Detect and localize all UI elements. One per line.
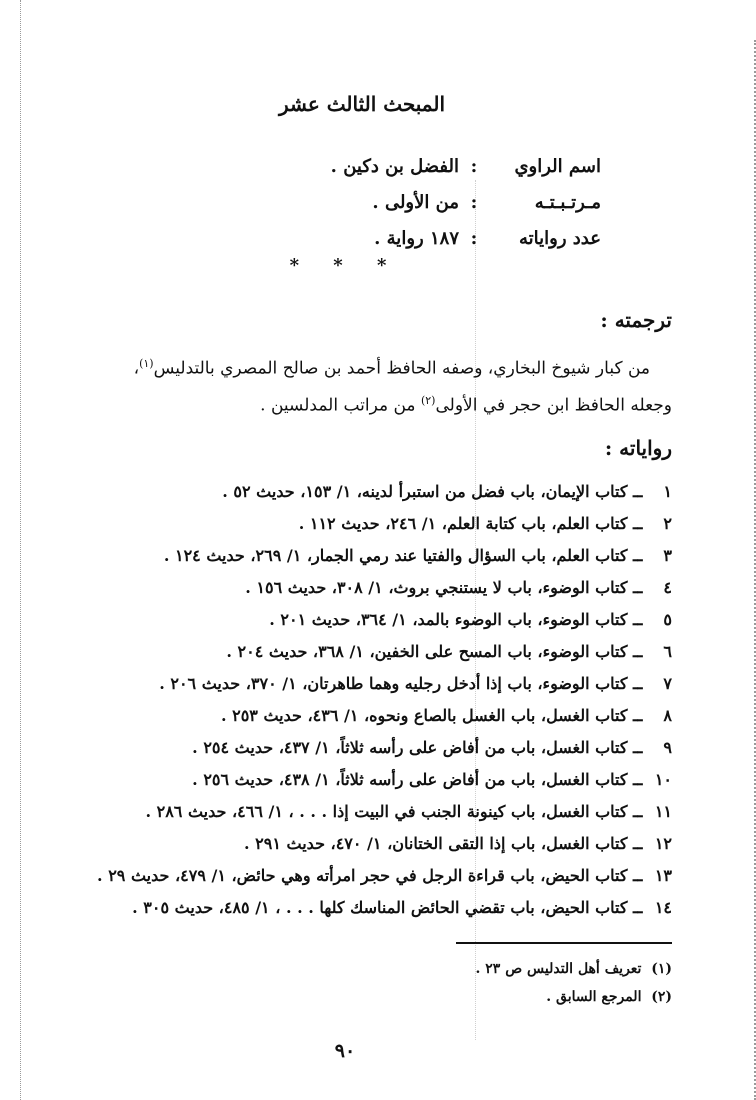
colon: : bbox=[470, 191, 478, 213]
footnote-text: المرجع السابق . bbox=[546, 989, 642, 1005]
narration-item bbox=[32, 860, 672, 892]
section-heading: المبحث الثالث عشر bbox=[278, 92, 446, 116]
narrator-info-block bbox=[81, 148, 601, 256]
page-number: ٩٠ bbox=[334, 1040, 356, 1062]
narrator-name-label: اسم الراوي bbox=[514, 155, 601, 177]
narration-number: ١٠ bbox=[654, 770, 672, 789]
narration-text: ــ كتاب الحيض، باب قراءة الرجل في حجر امرأته وهي حائض، ١/ ٤٧٩، حديث ٢٩ . bbox=[97, 866, 643, 885]
narration-text: ــ كتاب الغسل، باب إذا التقى الختانان، ١/ ٤٧٠، حديث ٢٩١ . bbox=[244, 834, 643, 853]
page-edge-left bbox=[20, 0, 21, 1100]
narration-number: ٩ bbox=[663, 738, 672, 757]
narration-item bbox=[32, 540, 672, 572]
narration-text: ــ كتاب العلم، باب كتابة العلم، ١/ ٢٤٦، حديث ١١٢ . bbox=[298, 514, 643, 533]
narrator-count-row bbox=[81, 220, 601, 256]
narration-number: ٤ bbox=[663, 578, 672, 597]
narration-item bbox=[32, 764, 672, 796]
narration-number: ١ bbox=[663, 482, 672, 501]
narration-text: ــ كتاب الإيمان، باب فضل من استبرأ لدينه، ١/ ١٥٣، حديث ٥٢ . bbox=[222, 482, 643, 501]
narration-item bbox=[32, 636, 672, 668]
biography-line-1-end: ، bbox=[133, 358, 140, 379]
section-separator: * * * bbox=[289, 255, 401, 276]
narrator-count-value: ١٨٧ رواية . bbox=[374, 227, 459, 249]
narration-item bbox=[32, 572, 672, 604]
narration-item bbox=[32, 796, 672, 828]
biography-line-2: وجعله الحافظ ابن حجر في الأولى bbox=[435, 395, 672, 416]
narration-text: ــ كتاب الوضوء، باب الوضوء بالمد، ١/ ٣٦٤، حديث ٢٠١ . bbox=[269, 610, 643, 629]
footnote-marker: (٢) bbox=[651, 989, 672, 1005]
narrator-name-value: الفضل بن دكين . bbox=[330, 155, 459, 177]
footnote-item bbox=[272, 955, 672, 983]
narrator-name-row bbox=[81, 148, 601, 184]
narration-text: ــ كتاب الوضوء، باب المسح على الخفين، ١/ ٣٦٨، حديث ٢٠٤ . bbox=[226, 642, 643, 661]
narration-number: ١٢ bbox=[654, 834, 672, 853]
biography-title: ترجمته : bbox=[600, 308, 672, 332]
narration-number: ٦ bbox=[663, 642, 672, 661]
footnote-ref-2[interactable]: (٢) bbox=[420, 393, 436, 407]
narration-number: ٢ bbox=[663, 514, 672, 533]
narration-item bbox=[32, 604, 672, 636]
narrations-title: رواياته : bbox=[604, 436, 672, 460]
narrator-count-label: عدد رواياته bbox=[518, 227, 601, 249]
narration-number: ١١ bbox=[654, 802, 672, 821]
biography-line-2-end: من مراتب المدلسين . bbox=[260, 395, 421, 416]
narration-number: ٣ bbox=[663, 546, 672, 565]
narration-item bbox=[32, 476, 672, 508]
biography-text bbox=[32, 348, 672, 421]
narration-number: ٥ bbox=[663, 610, 672, 629]
narration-item bbox=[32, 892, 672, 924]
narration-number: ١٤ bbox=[654, 898, 672, 917]
narration-item bbox=[32, 700, 672, 732]
footnote-text: تعريف أهل التدليس ص ٢٣ . bbox=[475, 961, 642, 977]
narration-text: ــ كتاب الوضوء، باب إذا أدخل رجليه وهما طاهرتان، ١/ ٣٧٠، حديث ٢٠٦ . bbox=[159, 674, 643, 693]
footnote-item bbox=[272, 983, 672, 1011]
narration-text: ــ كتاب الغسل، باب من أفاض على رأسه ثلاثاً، ١/ ٤٣٧، حديث ٢٥٤ . bbox=[192, 738, 643, 757]
footnote-ref-1[interactable]: (١) bbox=[139, 357, 154, 370]
narration-text: ــ كتاب الوضوء، باب لا يستنجي بروث، ١/ ٣٠٨، حديث ١٥٦ . bbox=[245, 578, 643, 597]
colon: : bbox=[470, 155, 478, 177]
footnotes-list bbox=[272, 955, 672, 1011]
narration-number: ١٣ bbox=[654, 866, 672, 885]
narration-item bbox=[32, 828, 672, 860]
narrator-rank-value: من الأولى . bbox=[372, 191, 459, 213]
narration-text: ــ كتاب الغسل، باب من أفاض على رأسه ثلاثاً، ١/ ٤٣٨، حديث ٢٥٦ . bbox=[192, 770, 643, 789]
narration-item bbox=[32, 732, 672, 764]
narration-text: ــ كتاب الغسل، باب كينونة الجنب في البيت إذا . . . ، ١/ ٤٦٦، حديث ٢٨٦ . bbox=[145, 802, 643, 821]
colon: : bbox=[470, 227, 478, 249]
narration-text: ــ كتاب الحيض، باب تقضي الحائض المناسك كلها . . . ، ١/ ٤٨٥، حديث ٣٠٥ . bbox=[132, 898, 643, 917]
narration-text: ــ كتاب العلم، باب السؤال والفتيا عند رمي الجمار، ١/ ٢٦٩، حديث ١٢٤ . bbox=[163, 546, 643, 565]
footnote-marker: (١) bbox=[651, 961, 672, 977]
narrator-rank-label: مـرتـبـتـه bbox=[534, 191, 601, 213]
footnote-divider bbox=[456, 942, 672, 944]
biography-line-1: من كبار شيوخ البخاري، وصفه الحافظ أحمد بن صالح المصري بالتدليس bbox=[153, 358, 650, 379]
narrations-list bbox=[32, 476, 672, 924]
narrator-rank-row bbox=[81, 184, 601, 220]
narration-item bbox=[32, 508, 672, 540]
narration-number: ٧ bbox=[663, 674, 672, 693]
biography-paragraph bbox=[32, 348, 672, 421]
narration-text: ــ كتاب الغسل، باب الغسل بالصاع ونحوه، ١/ ٤٣٦، حديث ٢٥٣ . bbox=[220, 706, 643, 725]
narration-number: ٨ bbox=[663, 706, 672, 725]
narration-item bbox=[32, 668, 672, 700]
